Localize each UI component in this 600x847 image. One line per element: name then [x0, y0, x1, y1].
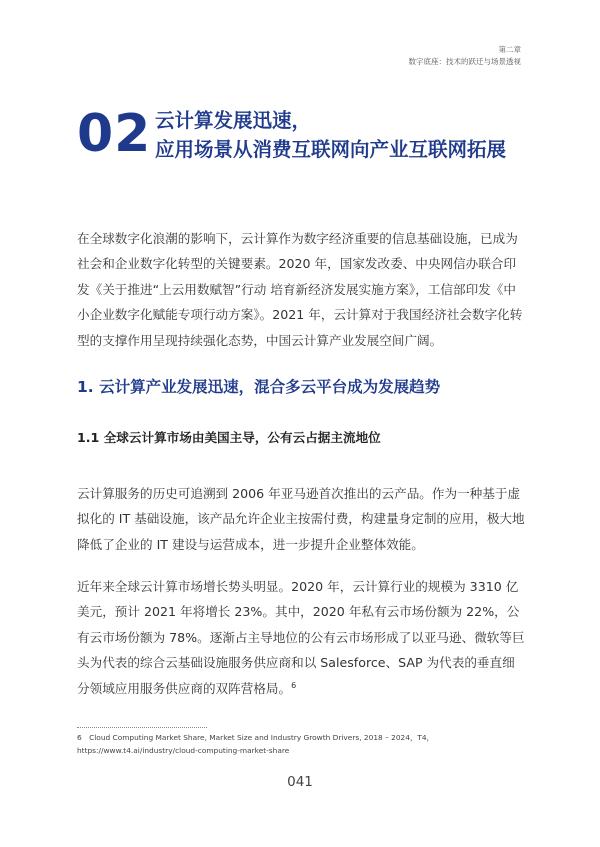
page-number: 041 — [287, 774, 313, 790]
running-header — [409, 44, 522, 68]
chapter-number: 02 — [77, 104, 152, 164]
chapter-title — [155, 106, 506, 164]
subsection-heading: 1.1 全球云计算市场由美国主导，公有云占据主流地位 — [77, 430, 381, 445]
body-paragraph-2: 云计算服务的历史可追溯到 2006 年亚马逊首次推出的云产品。作为一种基于虚拟化的 IT 基础设施，该产品允许企业主按需付费，构建量身定制的应用，极大地降低了企业的 IT 建设与运营成本，进一步提升企业整体效能。 — [77, 486, 525, 552]
section-heading: 1. 云计算产业发展迅速，混合多云平台成为发展趋势 — [77, 378, 441, 396]
body-paragraph-3 — [77, 574, 525, 701]
body-paragraph-1: 在全球数字化浪潮的影响下，云计算作为数字经济重要的信息基础设施，已成为社会和企业数字化转型的关键要素。2020 年，国家发改委、中央网信办联合印发《关于推进“上云用数赋智”行动 培育新经济发展实施方案》，工信部印发《中小企业数字化赋能专项行动方案》。2021 年，云计算对于我国经济社会数字化转型的支撑作用呈现持续强化态势，中国云计算产业发展空间广阔。 — [77, 231, 523, 348]
footnote-divider — [77, 727, 207, 728]
body-paragraph-3-text: 近年来全球云计算市场增长势头明显。2020 年，云计算行业的规模为 3310 亿美元，预计 2021 年将增长 23%。其中，2020 年私有云市场份额为 22%，公有云市场份额为 78%。逐渐占主导地位的公有云市场形成了以亚马逊、微软等巨头为代表的综合云基础设施服务供应商和以 Salesforce、SAP 为代表的垂直细分领域应用服务供应商的双阵营格局。 — [77, 579, 525, 696]
footnote: 6 Cloud Computing Market Share, Market Size and Industry Growth Drivers, 2018 – 2024，T4，https://www.t4.ai/industry/cloud-computing-market-share — [77, 733, 434, 755]
running-header-chapter: 第二章 — [498, 45, 521, 54]
chapter-title-line-2: 应用场景从消费互联网向产业互联网拓展 — [155, 138, 507, 161]
running-header-subtitle: 数字底座：技术的跃迁与场景透视 — [408, 57, 521, 66]
chapter-title-line-1: 云计算发展迅速， — [155, 109, 312, 132]
footnote-reference[interactable]: 6 — [291, 680, 297, 690]
